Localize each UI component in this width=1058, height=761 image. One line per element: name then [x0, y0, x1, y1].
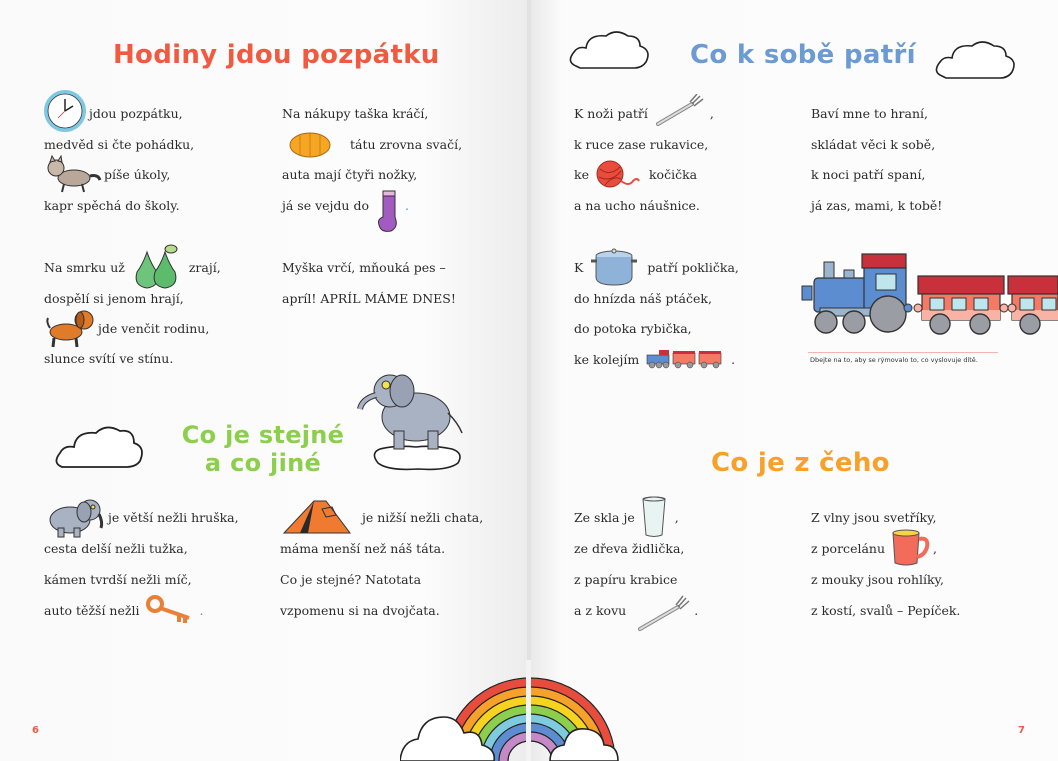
poem-line: kámen tvrdší nežli míč, [44, 571, 192, 587]
poem-line: slunce svítí ve stínu. [44, 350, 174, 366]
tent-icon [280, 497, 354, 537]
poem-line: k ruce zase rukavice, [574, 136, 709, 152]
cloud-icon [934, 38, 1018, 82]
poem-line: auto těžší nežli . [44, 600, 203, 620]
poem-line: Co je stejné? Natotata [280, 571, 422, 587]
poem-line: je nižší nežli chata, [280, 507, 483, 527]
poem-line: je větší nežli hruška, [44, 507, 239, 527]
section-title-co-je-stejne: Co je stejné a co jiné [181, 421, 345, 477]
poem-line: K noži patří , [574, 103, 714, 123]
poem-line: ze dřeva židlička, [574, 540, 685, 556]
cloud-icon [52, 425, 148, 475]
poem-line: Baví mne to hraní, [811, 105, 928, 121]
poem-line: do hnízda náš ptáček, [574, 290, 712, 306]
poem-line: auta mají čtyři nožky, [282, 166, 418, 182]
mug-icon [891, 529, 931, 567]
poem-line: Myška vrčí, mňouká pes – [282, 259, 446, 275]
poem-line: z kostí, svalů – Pepíček. [811, 602, 961, 618]
poem-line: z papíru krabice [574, 571, 678, 587]
poem-line: z mouky jsou rohlíky, [811, 571, 944, 587]
note-divider [808, 352, 998, 353]
poem-line: cesta delší nežli tužka, [44, 540, 188, 556]
poem-line: já se vejdu do . [282, 195, 409, 215]
book-spine [527, 0, 531, 761]
poem-line: já zas, mami, k tobě! [811, 197, 943, 213]
poem-line: dospělí si jenom hrají, [44, 290, 184, 306]
key-icon [145, 594, 195, 626]
poem-line: skládat věci k sobě, [811, 136, 936, 152]
bread-icon [288, 129, 332, 159]
section-title-co-je-z-ceho: Co je z čeho [711, 448, 890, 478]
elephant-icon [44, 496, 106, 538]
cat-icon [44, 154, 102, 194]
poem-line: ke kočička [574, 164, 697, 184]
fork-icon [636, 595, 692, 633]
elephant-on-cloud-icon [350, 365, 468, 473]
poem-line: a z kovu . [574, 600, 698, 620]
dog-icon [44, 308, 96, 348]
poem-line: Z vlny jsou svetříky, [811, 509, 937, 525]
section-title-hodiny: Hodiny jdou pozpátku [113, 40, 440, 70]
poem-line: apríl! APRÍL MÁME DNES! [282, 290, 456, 306]
train-icon [645, 349, 725, 369]
pears-icon [133, 244, 181, 290]
glass-icon [641, 496, 667, 538]
poem-line: ke kolejím . [574, 349, 735, 369]
rainbow-icon [400, 660, 660, 761]
poem-line: K patří poklička, [574, 257, 739, 277]
poem-line: jdou pozpátku, [44, 103, 183, 123]
poem-line: Na smrku už zrají, [44, 257, 221, 277]
poem-line: kapr spěchá do školy. [44, 197, 180, 213]
poem-line: Na nákupy taška kráčí, [282, 105, 429, 121]
pot-icon [589, 248, 639, 286]
yarn-ball-icon [595, 159, 641, 189]
fork-icon [654, 94, 706, 128]
sock-icon [377, 189, 401, 233]
page-number-right: 7 [1018, 725, 1025, 736]
poem-line: máma menší než náš táta. [280, 540, 446, 556]
poem-line: píše úkoly, [44, 164, 170, 184]
parent-note: Dbejte na to, aby se rýmovalo to, co vyslovuje dítě. [810, 356, 978, 364]
page-number-left: 6 [32, 725, 39, 736]
poem-line: tátu zrovna svačí, [282, 134, 462, 154]
cloud-icon [568, 28, 654, 72]
train-illustration [800, 250, 1058, 336]
section-title-co-k-sobe: Co k sobě patří [690, 40, 916, 70]
poem-line: z porcelánu , [811, 538, 937, 558]
clock-icon [44, 90, 86, 132]
poem-line: Ze skla je , [574, 507, 679, 527]
poem-line: do potoka rybička, [574, 320, 692, 336]
poem-line: k noci patří spaní, [811, 166, 926, 182]
poem-line: vzpomenu si na dvojčata. [280, 602, 440, 618]
poem-line: a na ucho náušnice. [574, 197, 700, 213]
poem-line: medvěd si čte pohádku, [44, 136, 195, 152]
poem-line: jde venčit rodinu, [44, 318, 209, 338]
